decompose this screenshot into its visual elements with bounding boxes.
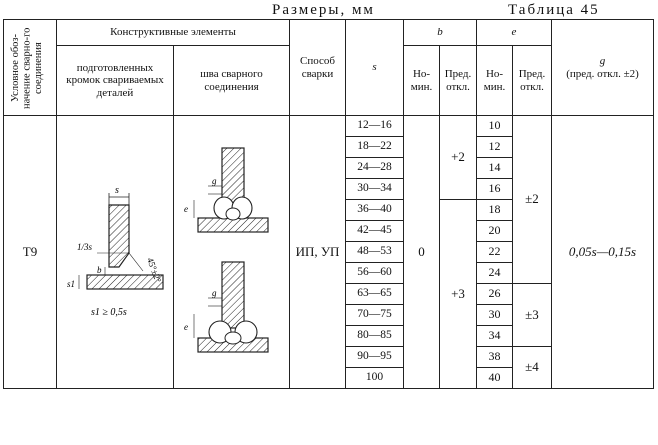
designation-header: [4, 20, 57, 116]
units-label: Размеры, мм: [272, 2, 375, 18]
e-value-6: 22: [477, 242, 513, 263]
label-s1: s1: [67, 278, 76, 289]
e-value-10: 34: [477, 326, 513, 347]
e-dev-cell-3: ±4: [513, 347, 552, 389]
s-value-5: 42—45: [346, 221, 404, 242]
e-value-9: 30: [477, 305, 513, 326]
prepared-edges-drawing: [57, 116, 174, 389]
weld-lower-sketch: [184, 262, 268, 352]
b-dev-header: Пред. откл.: [440, 46, 477, 116]
b-nom-cell: 0: [404, 116, 440, 389]
weld-seam-header: шва сварного соединения: [174, 46, 290, 116]
s-value-11: 90—95: [346, 347, 404, 368]
label-g-top: g: [212, 175, 217, 186]
g-header: [552, 20, 654, 116]
s-value-10: 80—85: [346, 326, 404, 347]
s-value-2: 24—28: [346, 158, 404, 179]
e-value-0: 10: [477, 116, 513, 137]
e-value-1: 12: [477, 137, 513, 158]
s-value-12: 100: [346, 368, 404, 389]
e-dev-cell-2: ±3: [513, 284, 552, 347]
label-e-top: e: [184, 203, 188, 214]
designation-cell: T9: [4, 116, 57, 389]
s-value-4: 36—40: [346, 200, 404, 221]
method-header: Способ сварки: [290, 20, 346, 116]
e-value-3: 16: [477, 179, 513, 200]
g-header-note: (пред. откл. ±2): [566, 67, 639, 80]
e-dev-cell-1: ±2: [513, 116, 552, 284]
e-header: e: [477, 20, 552, 46]
e-dev-header: Пред. откл.: [513, 46, 552, 116]
constructive-header: Конструктивные элементы: [57, 20, 290, 46]
prepared-edges-header: подготовленных кромок свариваемых деталей: [57, 46, 174, 116]
b-dev-cell-1: +2: [440, 116, 477, 200]
b-dev-cell-2: +3: [440, 200, 477, 389]
s-value-9: 70—75: [346, 305, 404, 326]
b-header: b: [404, 20, 477, 46]
weld-upper-sketch: [184, 148, 268, 232]
s-header: s: [346, 20, 404, 116]
s-value-8: 63—65: [346, 284, 404, 305]
edge-preparation-sketch: [57, 175, 173, 325]
e-value-4: 18: [477, 200, 513, 221]
e-value-12: 40: [477, 368, 513, 389]
label-angle: 45°±2°: [145, 256, 164, 284]
label-s: s: [115, 184, 119, 196]
label-b: b: [97, 264, 102, 275]
e-value-5: 20: [477, 221, 513, 242]
weld-seam-drawing: [174, 116, 290, 389]
s-value-7: 56—60: [346, 263, 404, 284]
e-nom-header: Но-мин.: [477, 46, 513, 116]
label-e-bottom: e: [184, 321, 188, 332]
dimensions-table: [3, 19, 654, 389]
g-value-cell: 0,05s—0,15s: [552, 116, 654, 389]
designation-header-text: Условное обоз-начение сварно-го соединения: [10, 26, 45, 109]
label-ratio: 1/3s: [77, 241, 93, 252]
s-value-3: 30—34: [346, 179, 404, 200]
e-value-2: 14: [477, 158, 513, 179]
method-cell: ИП, УП: [290, 116, 346, 389]
e-value-8: 26: [477, 284, 513, 305]
e-value-11: 38: [477, 347, 513, 368]
g-header-symbol: g: [599, 54, 606, 67]
weld-seam-sketch: [174, 130, 289, 370]
condition-label: s1 ≥ 0,5s: [91, 306, 127, 318]
s-value-6: 48—53: [346, 242, 404, 263]
s-value-1: 18—22: [346, 137, 404, 158]
label-g-bottom: g: [212, 287, 217, 298]
e-value-7: 24: [477, 263, 513, 284]
table-number-label: Таблица 45: [508, 2, 600, 18]
s-value-0: 12—16: [346, 116, 404, 137]
b-nom-header: Но-мин.: [404, 46, 440, 116]
